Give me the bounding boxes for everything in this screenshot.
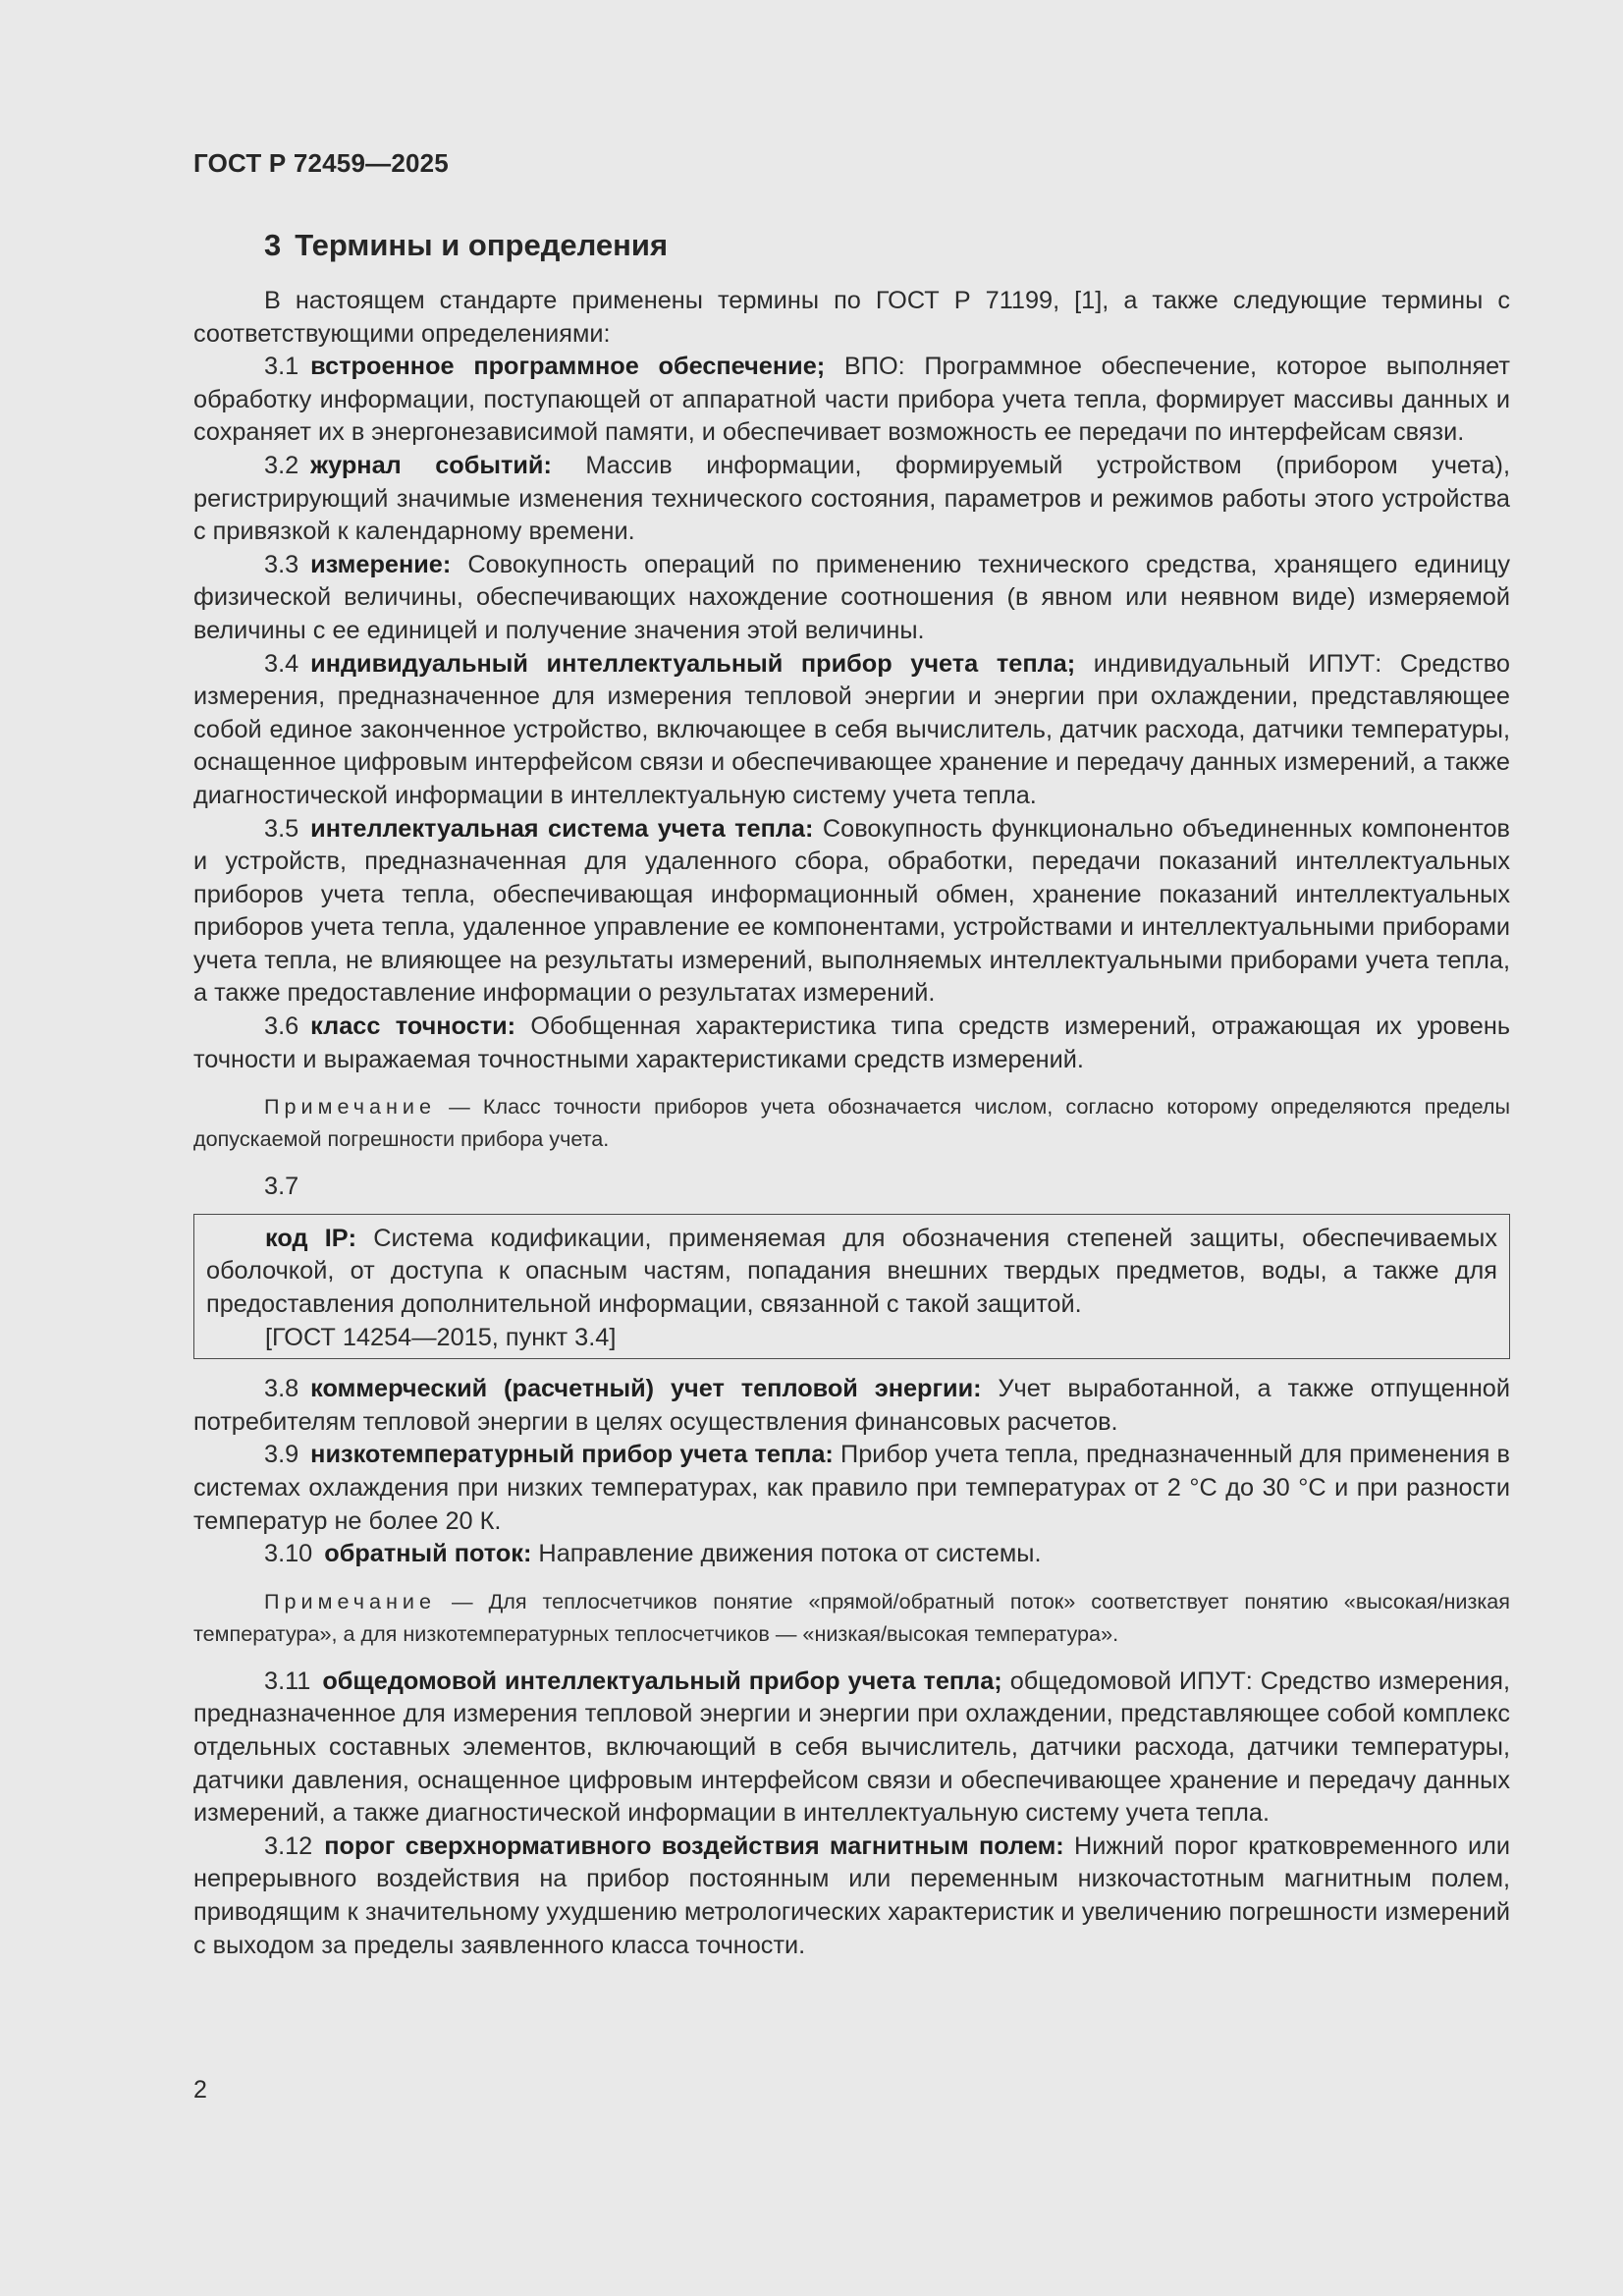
term-number: 3.10 [264, 1540, 313, 1568]
term-3-2 [193, 450, 1510, 549]
term-number: 3.5 [264, 814, 299, 843]
term-3-3 [193, 549, 1510, 648]
term-number: 3.3 [264, 550, 299, 578]
term-definition: ВПО: Программное обеспечение, которое выполняет обработку информации, поступающей от аппаратной части прибора учета тепла, формирует массивы данных и сохраняет их в энергонезависимой памяти, и обеспечивает возможность ее передачи по интерфейсам связи. [193, 353, 1510, 447]
term-number: 3.4 [264, 649, 299, 678]
term-title: класс точности: [310, 1012, 516, 1041]
note-1 [193, 1090, 1510, 1155]
term-number: 3.12 [264, 1831, 313, 1860]
note-label: Примечание [264, 1094, 436, 1120]
term-3-10 [193, 1538, 1510, 1571]
note-2 [193, 1585, 1510, 1650]
term-definition: индивидуальный ИПУТ: Средство измерения, предназначенное для измерения тепловой энергии и энергии при охлаждении, представляющее собой единое законченное устройство, включающее в себя вычислитель, датчик расхода, датчики температуры, оснащенное цифровым интерфейсом связи и обеспечивающее хранение и передачу данных измерений, а также диагностической информации в интеллектуальную систему учета тепла. [193, 649, 1510, 809]
term-3-7 [206, 1223, 1497, 1322]
page-number: 2 [193, 2076, 207, 2104]
note-text: — Для теплосчетчиков понятие «прямой/обратный поток» соответствует понятию «высокая/низкая температура», а для низкотемпературных теплосчетчиков — «низкая/высокая температура». [193, 1588, 1510, 1646]
term-3-9 [193, 1439, 1510, 1538]
term-3-1 [193, 351, 1510, 450]
note-label: Примечание [264, 1588, 436, 1613]
term-number: 3.2 [264, 451, 299, 479]
term-3-7-number: 3.7 [264, 1173, 299, 1201]
note-text: — Класс точности приборов учета обозначается числом, согласно которому определяются пределы допускаемой погрешности прибора учета. [193, 1094, 1510, 1152]
term-3-4 [193, 648, 1510, 813]
term-definition: Прибор учета тепла, предназначенный для применения в системах охлаждения при низких температурах, как правило при температурах от 2 °С до 30 °С и при разности температур не более 20 К. [193, 1441, 1510, 1535]
term-number: 3.11 [264, 1667, 311, 1695]
term-title: общедомовой интеллектуальный прибор учета тепла; [322, 1667, 1002, 1695]
term-definition: Нижний порог кратковременного или непрерывного воздействия на прибор постоянным или переменным низкочастотным магнитным полем, приводящим к значительному ухудшению метрологических характеристик и увеличению погрешности измерений с выходом за пределы заявленного класса точности. [193, 1831, 1510, 1959]
intro-paragraph: В настоящем стандарте применены термины по ГОСТ Р 71199, [1], а также следующие термины с соответствующими определениями: [193, 287, 1510, 348]
term-number: 3.9 [264, 1441, 299, 1469]
term-definition: Массив информации, формируемый устройством (прибором учета), регистрирующий значимые изменения технического состояния, параметров и режимов работы этого устройства с привязкой к календарному времени. [193, 451, 1510, 546]
document-page [193, 147, 1510, 1962]
term-title: низкотемпературный прибор учета тепла: [310, 1441, 834, 1469]
term-title: журнал событий: [310, 451, 552, 479]
term-definition: Направление движения потока от системы. [531, 1540, 1042, 1568]
term-title: коммерческий (расчетный) учет тепловой энергии: [310, 1375, 982, 1403]
term-number: 3.6 [264, 1012, 299, 1041]
section-title: Термины и определения [295, 228, 669, 262]
term-title: порог сверхнормативного воздействия магнитным полем: [324, 1831, 1064, 1860]
document-header: ГОСТ Р 72459—2025 [193, 148, 449, 178]
term-3-8 [193, 1373, 1510, 1439]
term-3-6 [193, 1011, 1510, 1076]
term-definition: Система кодификации, применяемая для обозначения степеней защиты, обеспечиваемых оболочкой, от доступа к опасным частям, попадания внешних твердых предметов, воды, а также для предоставления дополнительной информации, связанной с такой защитой. [206, 1224, 1497, 1319]
term-definition: Обобщенная характеристика типа средств измерений, отражающая их уровень точности и выражаемая точностными характеристиками средств измерений. [193, 1012, 1511, 1073]
term-3-11 [193, 1666, 1510, 1831]
term-3-7-box [193, 1214, 1510, 1359]
term-title: встроенное программное обеспечение; [310, 353, 826, 381]
term-title: индивидуальный интеллектуальный прибор учета тепла; [310, 649, 1076, 678]
term-definition: Совокупность функционально объединенных компонентов и устройств, предназначенная для удаленного сбора, обработки, передачи показаний интеллектуальных приборов учета тепла, обеспечивающая информационный обмен, хранение показаний интеллектуальных приборов учета тепла, удаленное управление ее компонентами, устройствами и интеллектуальными приборами учета тепла, не влияющее на результаты измерений, выполняемых интеллектуальными приборами учета тепла, а также предоставление информации о результатах измерений. [193, 814, 1510, 1008]
term-3-12 [193, 1831, 1510, 1962]
section-number: 3 [264, 228, 282, 262]
term-definition: Совокупность операций по применению технического средства, хранящего единицу физической величины, обеспечивающих нахождение соотношения (в явном или неявном виде) измеряемой величины с ее единицей и получение значения этой величины. [193, 550, 1510, 644]
term-definition: Учет выработанной, а также отпущенной потребителям тепловой энергии в целях осуществления финансовых расчетов. [193, 1375, 1510, 1436]
term-3-5 [193, 813, 1510, 1011]
term-3-7-reference: [ГОСТ 14254—2015, пункт 3.4] [265, 1323, 617, 1351]
section-heading [264, 228, 1510, 263]
term-number: 3.8 [264, 1375, 299, 1403]
term-title: интеллектуальная система учета тепла: [310, 814, 814, 843]
term-title: измерение: [310, 550, 452, 578]
term-definition: общедомовой ИПУТ: Средство измерения, предназначенное для измерения тепловой энергии и энергии при охлаждении, представляющее собой комплекс отдельных составных элементов, включающий в себя вычислитель, датчики расхода, датчики температуры, датчики давления, оснащенное цифровым интерфейсом связи и обеспечивающее хранение и передачу данных измерений, а также диагностической информации в интеллектуальную систему учета тепла. [193, 1667, 1510, 1828]
term-title: обратный поток: [324, 1540, 532, 1568]
term-number: 3.1 [264, 353, 299, 381]
term-title: код IP: [265, 1224, 357, 1252]
